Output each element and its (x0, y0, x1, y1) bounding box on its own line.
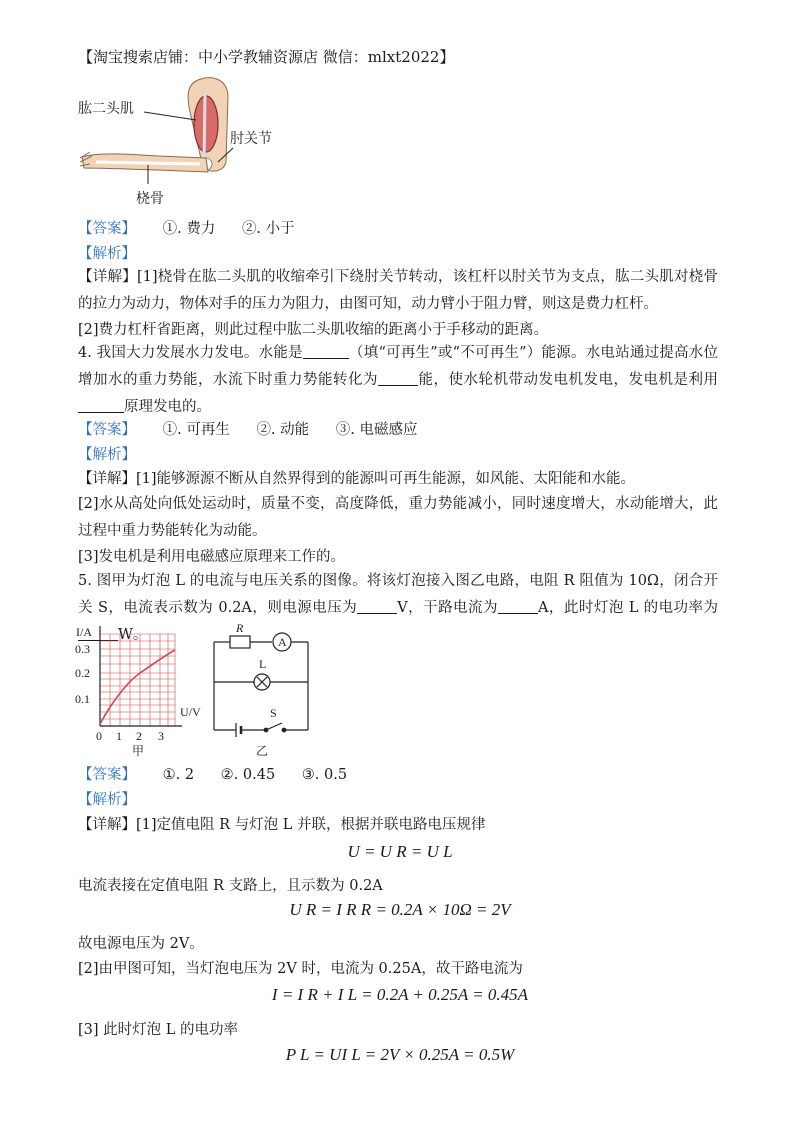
q3-detail-1 (78, 264, 718, 318)
x-tick-1: 1 (116, 729, 122, 743)
y-tick-0.3: 0.3 (75, 642, 90, 656)
y-tick-0.2: 0.2 (75, 666, 90, 680)
q4-blank-2[interactable] (378, 371, 418, 386)
iu-graph (74, 620, 214, 760)
detail-text: [1]定值电阻 R 与灯泡 L 并联，根据并联电路电压规律 (136, 817, 486, 833)
detail-text: [1]能够源源不断从自然界得到的能源叫可再生能源，如风能、太阳能和水能。 (136, 471, 636, 487)
q5-text-4: W。 (118, 627, 148, 643)
switch-symbol (266, 723, 282, 730)
x-axis-label: U/V (180, 705, 201, 719)
q5-text-2: 电流表接在定值电阻 R 支路上，且示数为 0.2A (78, 878, 383, 894)
circuit-diagram (206, 620, 326, 760)
formula-3: I = I R + I L = 0.2A + 0.25A = 0.45A (271, 985, 529, 1004)
radius-label: 桡骨 (136, 191, 164, 207)
q5-text-3: A，此时灯泡 L 的电功率为 (537, 600, 718, 616)
answer-tag: 【答案】 (78, 221, 136, 237)
q4-text-2: （填“可再生”或“不可再生”）能源。水电站通过提高水位增加水的重力势能，水流下时重力势能转化为 (78, 345, 718, 388)
q4-text-1: 4. 我国大力发展水力发电。水能是 (78, 345, 303, 361)
q5-analysis-tag: 【解析】 (78, 792, 136, 808)
q4-text-4: 原理发电的。 (124, 399, 211, 415)
answer-1: ①. 费力 (162, 221, 216, 237)
graph-caption: 甲 (132, 744, 145, 758)
formula-1: U = U R = U L (347, 842, 453, 861)
q3-detail-2: [2]费力杠杆省距离，则此过程中肱二头肌收缩的距离小于手移动的距离。 (78, 322, 549, 338)
detail-tag: 【详解】 (78, 269, 137, 285)
q4-detail-2: [2]水从高处向低处运动时，质量不变，高度降低，重力势能减小，同时速度增大，水动能增大，此过程中重力势能转化为动能。 (78, 496, 718, 539)
q3-analysis-tag: 【解析】 (78, 246, 136, 262)
answer-2: ②. 小于 (241, 221, 295, 237)
q4-question (78, 340, 718, 421)
x-tick-3: 3 (158, 729, 164, 743)
q4-analysis-tag: 【解析】 (78, 447, 136, 463)
answer-tag: 【答案】 (78, 767, 136, 783)
q5-blank-2[interactable] (498, 599, 538, 614)
y-tick-0.1: 0.1 (75, 692, 90, 706)
answer-2: ②. 动能 (256, 422, 310, 438)
answer-2: ②. 0.45 (220, 767, 276, 783)
header-watermark: 【淘宝搜索店铺：中小学教辅资源店 微信：mlxt2022】 (78, 48, 455, 66)
q5-detail-3: [3] 此时灯泡 L 的电功率 (78, 1022, 238, 1038)
answer-tag: 【答案】 (78, 422, 136, 438)
answer-1: ①. 2 (162, 767, 195, 783)
arm-lever-figure (78, 72, 298, 212)
biceps-label: 肱二头肌 (78, 101, 134, 117)
q5-answer (78, 765, 369, 785)
lamp-label: L (259, 657, 267, 671)
detail-text: [1]桡骨在肱二头肌的收缩牵引下绕肘关节转动，该杠杆以肘关节为支点，肱二头肌对桡骨的拉力为动力，物体对手的压力为阻力，由图可知，动力臂小于阻力臂，则这是费力杠杆。 (78, 269, 718, 312)
q4-detail-3: [3]发电机是利用电磁感应原理来工作的。 (78, 549, 346, 565)
detail-tag: 【详解】 (78, 817, 136, 833)
q5-text-1: 5. 图甲为灯泡 L 的电流与电压关系的图像。将该灯泡接入图乙电路，电阻 R 阻值为 10Ω，闭合开关 S，电流表示数为 0.2A，则电源电压为 (78, 573, 718, 616)
answer-3: ③. 电磁感应 (335, 422, 418, 438)
q4-blank-1[interactable] (303, 344, 349, 359)
q4-text-3: 能，使水轮机带动发电机发电，发电机是利用 (418, 372, 718, 388)
q5-text-3: 故电源电压为 2V。 (78, 936, 204, 952)
resistor-label: R (236, 621, 244, 635)
iu-curve (100, 650, 175, 724)
y-axis-label: I/A (76, 625, 92, 639)
circuit-caption: 乙 (256, 744, 269, 758)
answer-3: ③. 0.5 (301, 767, 348, 783)
x-tick-0: 0 (96, 729, 102, 743)
answer-1: ①. 可再生 (162, 422, 230, 438)
formula-4: P L = UI L = 2V × 0.25A = 0.5W (285, 1045, 515, 1064)
q4-blank-3[interactable] (78, 398, 124, 413)
q4-detail-1 (78, 469, 635, 489)
q3-answer (78, 219, 317, 239)
elbow-label: 肘关节 (230, 131, 272, 147)
circuit-svg (206, 620, 326, 760)
x-tick-2: 2 (136, 729, 142, 743)
ammeter-label: A (278, 635, 287, 649)
detail-tag: 【详解】 (78, 471, 136, 487)
formula-2: U R = I R R = 0.2A × 10Ω = 2V (289, 900, 511, 919)
switch-label: S (270, 706, 277, 720)
q5-detail-2: [2]由甲图可知，当灯泡电压为 2V 时，电流为 0.25A，故干路电流为 (78, 961, 523, 977)
resistor-symbol (230, 636, 250, 648)
q5-detail-1 (78, 815, 486, 835)
iu-graph-svg (74, 620, 214, 760)
q5-text-2: V，干路电流为 (397, 600, 498, 616)
q4-answer (78, 420, 439, 440)
q5-blank-1[interactable] (357, 599, 397, 614)
